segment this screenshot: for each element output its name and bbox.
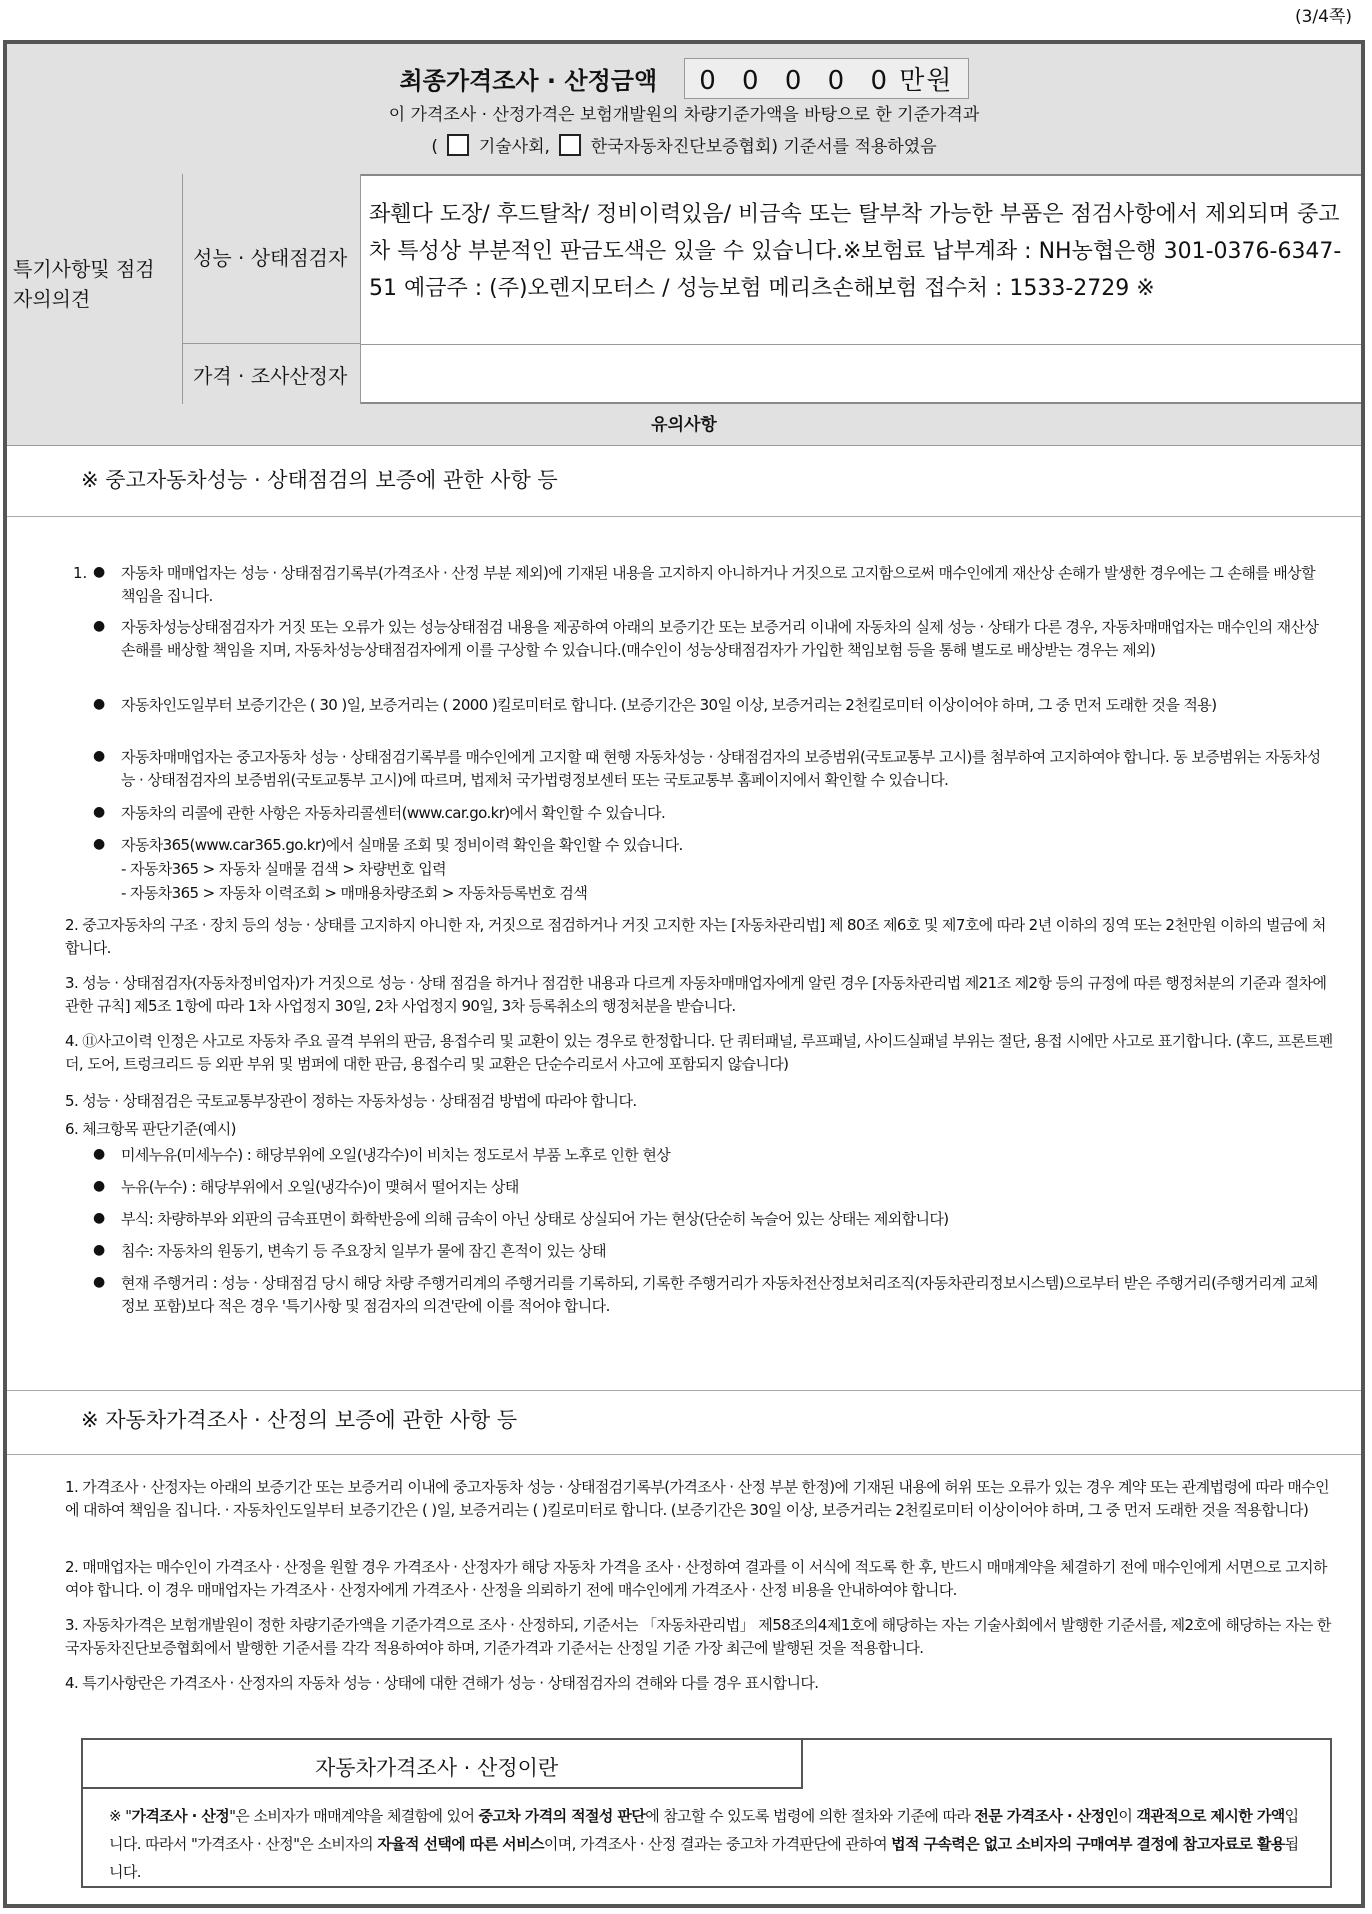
definition-bold: 중고차 가격의 적절성 판단: [478, 1807, 646, 1825]
basis-statement: 이 가격조사 · 산정가격은 보험개발원의 차량기준가액을 바탕으로 한 기준가격과: [388, 105, 980, 125]
check-criteria-1: 미세누유(미세누수) : 해당부위에 오일(냉각수)이 비치는 정도로서 부품 노후로 인한 현상: [121, 1146, 671, 1164]
section1-bullet-1: 자동차 매매업자는 성능 · 상태점검기록부(가격조사 · 산정 부분 제외)에 기재된 내용을 고지하지 아니하거나 거짓으로 고지함으로써 매수인에게 재산상 손해가 발생한 경우에는 그 손해를 배상할 책임을 집니다.: [121, 564, 1315, 605]
opinion-row-divider: [361, 344, 1361, 345]
section2-divider-top: [7, 1390, 1361, 1391]
section1-bullet-2: 자동차성능상태점검자가 거짓 또는 오류가 있는 성능상태점검 내용을 제공하여 아래의 보증기간 또는 보증거리 이내에 자동차의 실제 성능 · 상태가 다른 경우, 자동차매매업자는 매수인의 재산상 손해를 배상할 책임을 지며, 자동차성능상태점검자에게 이를 구상할 수 있습니다.(매수인이 성능상태점검자가 가입한 책임보험 등을 통해 별도로 배상받는 경우는 제외): [121, 618, 1319, 659]
inspection-form-frame: [3, 40, 1365, 1908]
bullet: ●: [93, 1178, 106, 1194]
definition-part: 됩니다.: [109, 1835, 1299, 1881]
definition-title: 자동차가격조사 · 산정이란: [315, 1756, 559, 1780]
definition-part: 이: [1118, 1807, 1137, 1825]
section2-heading: ※ 자동차가격조사 · 산정의 보증에 관한 사항 등: [81, 1408, 518, 1432]
car365-path-1: - 자동차365 > 자동차 실매물 검색 > 차량번호 입력: [121, 860, 447, 878]
check-criteria-2: 누유(누수) : 해당부위에서 오일(냉각수)이 맺혀서 떨어지는 상태: [121, 1178, 519, 1196]
bullet: ●: [93, 696, 106, 712]
definition-part: 이며, 가격조사 · 산정 결과는 중고차 가격판단에 관하여: [543, 1835, 892, 1853]
final-price-row: [7, 58, 1361, 99]
check-criteria-5: 현재 주행거리 : 성능 · 상태점검 당시 해당 차량 주행거리계의 주행거리를 기록하되, 기록한 주행거리가 자동차전산정보처리조직(자동차관리정보시스템)으로부터 받은 주행거리(주행거리계 교체 정보 포함)보다 적은 경우 '특기사항 및 점검자의 의견'란에 이를 적어야 합니다.: [121, 1274, 1318, 1315]
engineers-society-checkbox[interactable]: [447, 134, 469, 156]
section1-bullet-6: 자동차365(www.car365.go.kr)에서 실매물 조회 및 정비이력 확인을 확인할 수 있습니다.: [121, 836, 683, 854]
performance-inspector-label: 성능 · 상태점검자: [193, 246, 348, 270]
price-assessor-cell: [183, 344, 361, 404]
item1-number: 1.: [73, 564, 88, 582]
page-number: (3/4쪽): [1294, 7, 1352, 27]
definition-title-cell: [83, 1740, 803, 1789]
definition-part: 입니다. 따라서 "가격조사 · 산정"은 소비자의: [109, 1807, 1299, 1853]
final-price-header: [7, 44, 1361, 176]
bullet: ●: [93, 1242, 106, 1258]
section1-item-6: 6. 체크항목 판단기준(예시): [65, 1120, 236, 1138]
bullet: ●: [93, 748, 106, 764]
bullet: ●: [93, 836, 106, 852]
definition-part: 에 참고할 수 있도록 법령에 의한 절차와 기준에 따라: [645, 1807, 975, 1825]
check-criteria-3: 부식: 차량하부와 외판의 금속표면이 화학반응에 의해 금속이 아닌 상태로 상실되어 가는 현상(단순히 녹슬어 있는 상태는 제외합니다): [121, 1210, 949, 1228]
definition-bold: 전문 가격조사 · 산정인: [974, 1807, 1119, 1825]
final-price-amount: [684, 58, 968, 99]
open-paren: (: [431, 137, 439, 157]
section1-heading: ※ 중고자동차성능 · 상태점검의 보증에 관한 사항 등: [81, 468, 558, 492]
diagnosis-association-checkbox[interactable]: [559, 134, 581, 156]
definition-part: "은 소비자가 매매계약을 체결함에 있어: [229, 1807, 479, 1825]
section2-item-1: 1. 가격조사 · 산정자는 아래의 보증기간 또는 보증거리 이내에 중고자동차 성능 · 상태점검기록부(가격조사 · 산정 부분 한정)에 기재된 내용에 허위 또는 오류가 있는 경우 계약 또는 관계법령에 따라 매수인에 대하여 책임을 집니다. · 자동차인도일부터 보증기간은 ( )일, 보증거리는 ( )킬로미터로 합니다. (보증기간은 30일 이상, 보증거리는 2천킬로미터 이상이어야 하며, 그 중 먼저 도래한 것을 적용합니다): [65, 1478, 1330, 1519]
price-assessor-label: 가격 · 조사산정자: [193, 364, 348, 388]
section1-divider: [7, 516, 1361, 517]
bullet: ●: [93, 804, 106, 820]
definition-text: [109, 1802, 1309, 1886]
performance-inspector-opinion: 좌휀다 도장/ 후드탈착/ 정비이력있음/ 비금속 또는 탈부착 가능한 부품은 점검사항에서 제외되며 중고차 특성상 부분적인 판금도색은 있을 수 있습니다.※보험료 납부계좌 : NH농협은행 301-0376-6347-51 예금주 : (주)오렌지모터스 / 성능보험 메리츠손해보험 접수처 : 1533-2729 ※: [369, 202, 1342, 301]
diagnosis-association-label: 한국자동차진단보증협회) 기준서를 적용하였음: [590, 137, 937, 157]
performance-inspector-cell: [183, 174, 361, 344]
bullet: ●: [93, 1274, 106, 1290]
definition-box: [81, 1738, 1332, 1888]
car365-path-2: - 자동차365 > 자동차 이력조회 > 매매용차량조회 > 자동차등록번호 검색: [121, 884, 588, 902]
definition-part: ※ ": [109, 1807, 132, 1825]
amount-digits: 0 0 0 0 0: [699, 66, 890, 96]
standard-selection: [7, 132, 1361, 157]
section2-item-4: 4. 특기사항란은 가격조사 · 산정자의 자동차 성능 · 상태에 대한 견해가 성능 · 상태점검자의 견해와 다를 경우 표시합니다.: [65, 1674, 819, 1692]
check-criteria-4: 침수: 자동차의 원동기, 변속기 등 주요장치 일부가 물에 잠긴 흔적이 있는 상태: [121, 1242, 607, 1260]
definition-bold: 객관적으로 제시한 가액: [1136, 1807, 1285, 1825]
section1-item-5: 5. 성능 · 상태점검은 국토교통부장관이 정하는 자동차성능 · 상태점검 방법에 따라야 합니다.: [65, 1092, 637, 1110]
section1-item-2: 2. 중고자동차의 구조 · 장치 등의 성능 · 상태를 고지하지 아니한 자, 거짓으로 점검하거나 거짓 고지한 자는 [자동차관리법] 제 80조 제6호 및 제7호에 따라 2년 이하의 징역 또는 2천만원 이하의 벌금에 처합니다.: [65, 916, 1326, 957]
section2-item-2: 2. 매매업자는 매수인이 가격조사 · 산정을 원할 경우 가격조사 · 산정자가 해당 자동차 가격을 조사 · 산정하여 결과를 이 서식에 적도록 한 후, 반드시 매매계약을 체결하기 전에 매수인에게 서면으로 고지하여야 합니다. 이 경우 매매업자는 가격조사 · 산정자에게 가격조사 · 산정을 의뢰하기 전에 매수인에게 가격조사 · 산정 비용을 안내하여야 합니다.: [65, 1558, 1327, 1599]
special-notes-label: 특기사항및 점검자의의견: [13, 257, 155, 311]
special-notes-label-cell: [7, 174, 183, 404]
definition-bold: 자율적 선택에 따른 서비스: [377, 1835, 544, 1853]
section1-bullet-4: 자동차매매업자는 중고자동차 성능 · 상태점검기록부를 매수인에게 고지할 때 현행 자동차성능 · 상태점검자의 보증범위(국토교통부 고시)를 첨부하여 고지하여야 합니다. 동 보증범위는 자동차성능 · 상태점검자의 보증범위(국토교통부 고시)에 따르며, 법제처 국가법령정보센터 또는 국토교통부 홈페이지에서 확인할 수 있습니다.: [121, 748, 1321, 789]
amount-unit: 만원: [899, 66, 954, 96]
engineers-society-label: 기술사회,: [478, 137, 550, 157]
bullet: ●: [93, 1146, 106, 1162]
special-notes-section: [7, 174, 1361, 404]
notice-heading: 유의사항: [7, 404, 1361, 446]
bullet: ●: [93, 564, 106, 580]
section2-item-3: 3. 자동차가격은 보험개발원이 정한 차량기준가액을 기준가격으로 조사 · 산정하되, 기준서는 「자동차관리법」 제58조의4제1호에 해당하는 자는 기술사회에서 발행한 기준서를, 제2호에 해당하는 자는 한국자동차진단보증협회에서 발행한 기준서를 각각 적용하여야 하며, 기준가격과 기준서는 산정일 기준 가장 최근에 발행된 것을 적용합니다.: [65, 1616, 1331, 1657]
section1-item-3: 3. 성능 · 상태점검자(자동차정비업자)가 거짓으로 성능 · 상태 점검을 하거나 점검한 내용과 다르게 자동차매매업자에게 알린 경우 [자동차관리법 제21조 제2항 등의 규정에 따른 행정처분의 기준과 절차에 관한 규칙] 제5조 1항에 따라 1차 사업정지 30일, 2차 사업정지 90일, 3차 등록취소의 행정처분을 받습니다.: [65, 974, 1327, 1015]
section1-bullet-5: 자동차의 리콜에 관한 사항은 자동차리콜센터(www.car.go.kr)에서 확인할 수 있습니다.: [121, 804, 666, 822]
final-price-title: 최종가격조사 · 산정금액: [399, 67, 658, 95]
definition-bold: 법적 구속력은 없고 소비자의 구매여부 결정에 참고자료로 활용: [891, 1835, 1285, 1853]
section1-bullet-3: 자동차인도일부터 보증기간은 ( 30 )일, 보증거리는 ( 2000 )킬로미터로 합니다. (보증기간은 30일 이상, 보증거리는 2천킬로미터 이상이어야 하며, 그 중 먼저 도래한 것을 적용): [121, 696, 1217, 714]
section2-divider: [7, 1454, 1361, 1455]
bullet: ●: [93, 1210, 106, 1226]
definition-bold: 가격조사 · 산정: [131, 1807, 230, 1825]
section1-item-4: 4. ⑪사고이력 인정은 사고로 자동차 주요 골격 부위의 판금, 용접수리 및 교환이 있는 경우로 한정합니다. 단 쿼터패널, 루프패널, 사이드실패널 부위는 절단, 용접 시에만 사고로 표기합니다. (후드, 프론트펜더, 도어, 트렁크리드 등 외판 부위 및 범퍼에 대한 판금, 용접수리 및 교환은 단순수리로서 사고에 포함되지 않습니다): [65, 1032, 1333, 1073]
bullet: ●: [93, 618, 106, 634]
